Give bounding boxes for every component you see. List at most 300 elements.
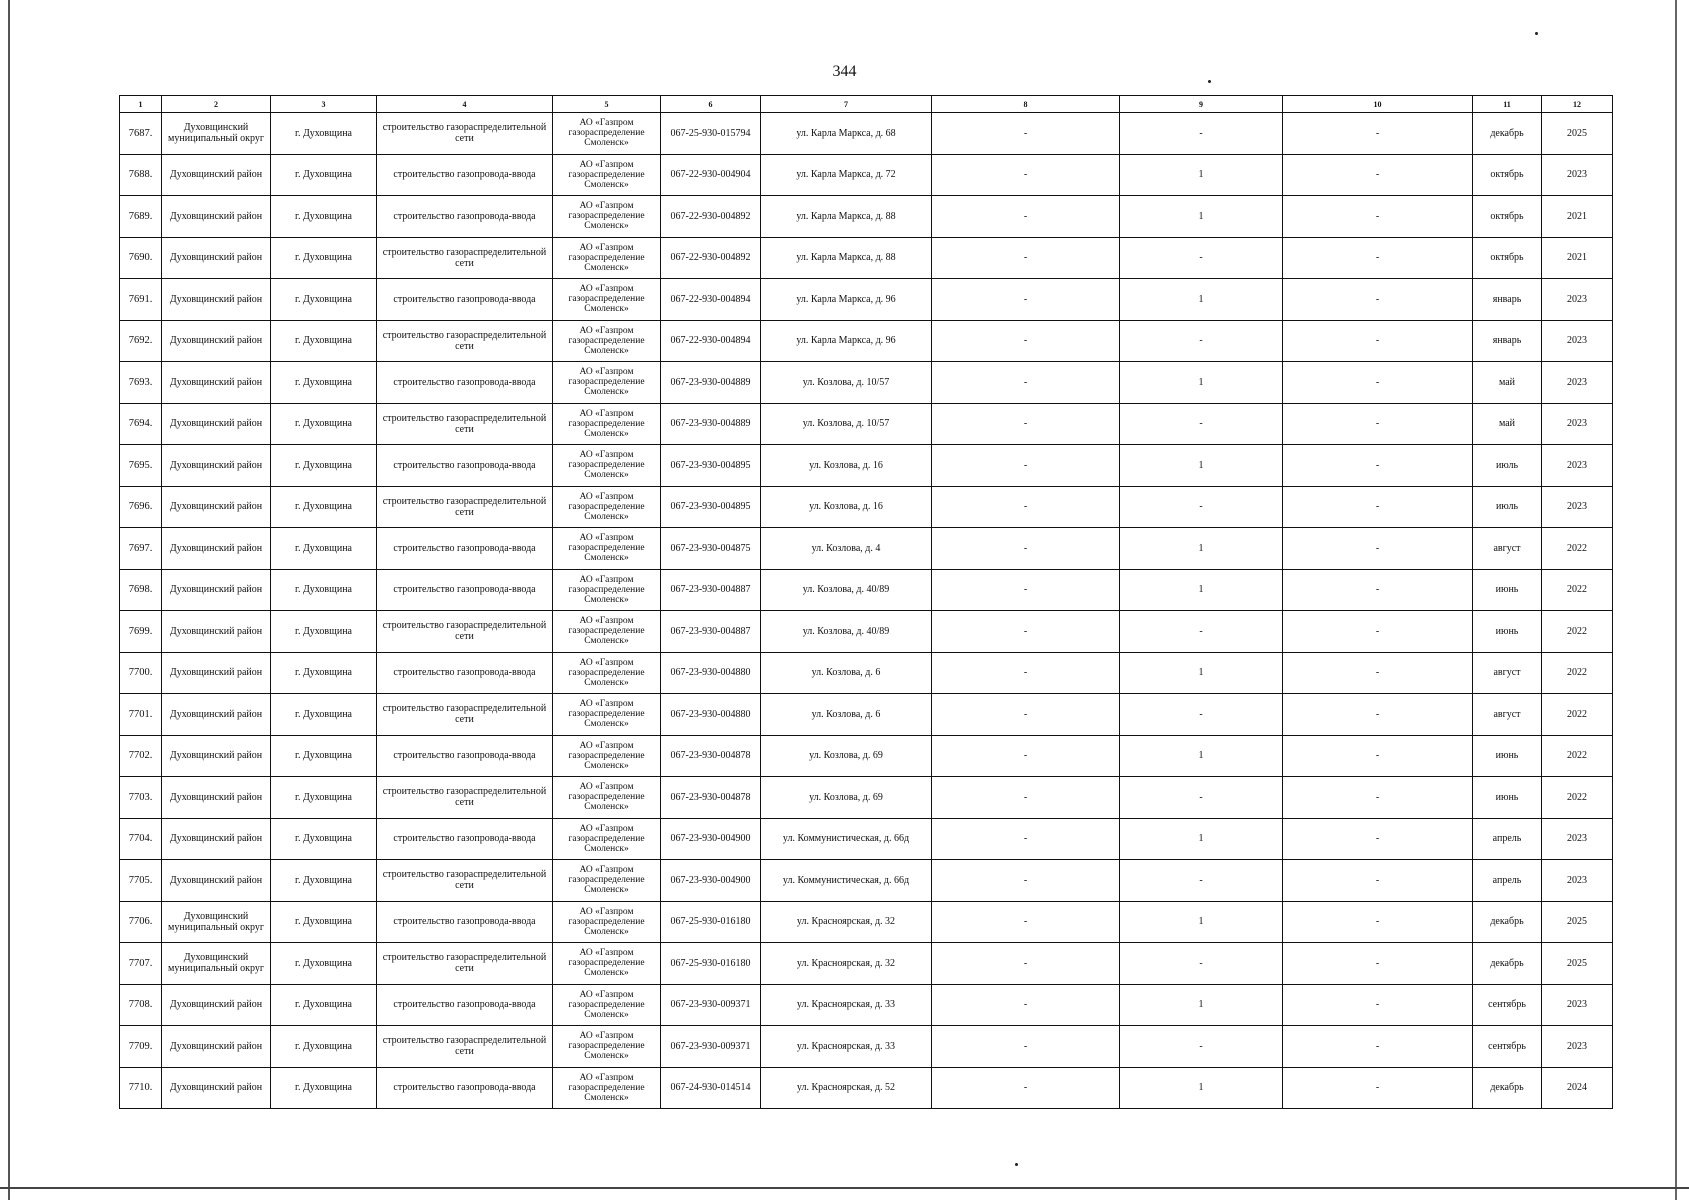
- table-row: [120, 901, 1613, 943]
- cell-index: 7705.: [120, 860, 162, 902]
- cell-col10: -: [1283, 1026, 1473, 1068]
- cell-operator: АО «Газпром газораспределение Смоленск»: [553, 569, 661, 611]
- cell-work-type: строительство газопровода-ввода: [377, 362, 553, 404]
- cell-work-type: строительство газопровода-ввода: [377, 984, 553, 1026]
- column-header: 2: [162, 96, 271, 113]
- cell-district: Духовщинский район: [162, 196, 271, 238]
- cell-address: ул. Красноярская, д. 33: [761, 1026, 932, 1068]
- cell-year: 2023: [1542, 154, 1613, 196]
- cell-work-type: строительство газораспределительной сети: [377, 486, 553, 528]
- column-header: 8: [932, 96, 1120, 113]
- cell-locality: г. Духовщина: [271, 694, 377, 736]
- cell-locality: г. Духовщина: [271, 528, 377, 570]
- cell-object-code: 067-23-930-004880: [661, 694, 761, 736]
- cell-object-code: 067-23-930-004889: [661, 362, 761, 404]
- cell-col9: -: [1120, 611, 1283, 653]
- cell-col8: -: [932, 860, 1120, 902]
- cell-address: ул. Козлова, д. 6: [761, 694, 932, 736]
- cell-month: июнь: [1473, 735, 1542, 777]
- cell-object-code: 067-23-930-004895: [661, 445, 761, 487]
- cell-object-code: 067-23-930-009371: [661, 984, 761, 1026]
- cell-address: ул. Карла Маркса, д. 96: [761, 279, 932, 321]
- table-row: [120, 320, 1613, 362]
- cell-district: Духовщинский район: [162, 403, 271, 445]
- cell-index: 7698.: [120, 569, 162, 611]
- cell-month: сентябрь: [1473, 984, 1542, 1026]
- cell-col8: -: [932, 196, 1120, 238]
- cell-operator: АО «Газпром газораспределение Смоленск»: [553, 486, 661, 528]
- cell-index: 7700.: [120, 652, 162, 694]
- cell-col9: 1: [1120, 528, 1283, 570]
- table-header-row: [120, 96, 1613, 113]
- cell-year: 2023: [1542, 1026, 1613, 1068]
- cell-locality: г. Духовщина: [271, 1067, 377, 1109]
- column-header: 6: [661, 96, 761, 113]
- cell-district: Духовщинский муниципальный округ: [162, 901, 271, 943]
- cell-object-code: 067-23-930-004900: [661, 860, 761, 902]
- cell-year: 2022: [1542, 735, 1613, 777]
- cell-object-code: 067-23-930-004875: [661, 528, 761, 570]
- cell-col8: -: [932, 362, 1120, 404]
- cell-col8: -: [932, 279, 1120, 321]
- cell-operator: АО «Газпром газораспределение Смоленск»: [553, 528, 661, 570]
- table-row: [120, 113, 1613, 155]
- table-row: [120, 362, 1613, 404]
- cell-col8: -: [932, 403, 1120, 445]
- cell-locality: г. Духовщина: [271, 196, 377, 238]
- cell-work-type: строительство газораспределительной сети: [377, 943, 553, 985]
- cell-operator: АО «Газпром газораспределение Смоленск»: [553, 362, 661, 404]
- cell-district: Духовщинский район: [162, 279, 271, 321]
- cell-operator: АО «Газпром газораспределение Смоленск»: [553, 984, 661, 1026]
- cell-month: декабрь: [1473, 943, 1542, 985]
- cell-object-code: 067-22-930-004894: [661, 320, 761, 362]
- cell-work-type: строительство газопровода-ввода: [377, 528, 553, 570]
- cell-year: 2023: [1542, 486, 1613, 528]
- cell-col9: 1: [1120, 735, 1283, 777]
- cell-locality: г. Духовщина: [271, 901, 377, 943]
- cell-index: 7708.: [120, 984, 162, 1026]
- cell-index: 7702.: [120, 735, 162, 777]
- cell-district: Духовщинский район: [162, 154, 271, 196]
- cell-locality: г. Духовщина: [271, 860, 377, 902]
- cell-col10: -: [1283, 984, 1473, 1026]
- cell-col9: -: [1120, 320, 1283, 362]
- cell-year: 2025: [1542, 943, 1613, 985]
- cell-district: Духовщинский район: [162, 486, 271, 528]
- cell-locality: г. Духовщина: [271, 320, 377, 362]
- cell-object-code: 067-23-930-004887: [661, 611, 761, 653]
- cell-index: 7701.: [120, 694, 162, 736]
- cell-year: 2022: [1542, 569, 1613, 611]
- cell-year: 2024: [1542, 1067, 1613, 1109]
- cell-col10: -: [1283, 652, 1473, 694]
- cell-year: 2023: [1542, 818, 1613, 860]
- cell-work-type: строительство газораспределительной сети: [377, 860, 553, 902]
- cell-month: август: [1473, 652, 1542, 694]
- cell-index: 7692.: [120, 320, 162, 362]
- column-header: 10: [1283, 96, 1473, 113]
- cell-index: 7710.: [120, 1067, 162, 1109]
- cell-address: ул. Карла Маркса, д. 72: [761, 154, 932, 196]
- cell-index: 7691.: [120, 279, 162, 321]
- cell-object-code: 067-22-930-004904: [661, 154, 761, 196]
- cell-operator: АО «Газпром газораспределение Смоленск»: [553, 320, 661, 362]
- cell-operator: АО «Газпром газораспределение Смоленск»: [553, 445, 661, 487]
- cell-operator: АО «Газпром газораспределение Смоленск»: [553, 279, 661, 321]
- table-body: [120, 113, 1613, 1109]
- cell-col8: -: [932, 777, 1120, 819]
- registry-table: [119, 95, 1613, 1109]
- table-row: [120, 1067, 1613, 1109]
- scan-speck: [1535, 32, 1538, 35]
- cell-locality: г. Духовщина: [271, 818, 377, 860]
- cell-col9: -: [1120, 860, 1283, 902]
- cell-year: 2025: [1542, 901, 1613, 943]
- table-row: [120, 279, 1613, 321]
- cell-col9: 1: [1120, 362, 1283, 404]
- cell-work-type: строительство газораспределительной сети: [377, 113, 553, 155]
- cell-col10: -: [1283, 694, 1473, 736]
- table-row: [120, 652, 1613, 694]
- cell-month: октябрь: [1473, 154, 1542, 196]
- cell-col9: 1: [1120, 569, 1283, 611]
- cell-address: ул. Карла Маркса, д. 88: [761, 237, 932, 279]
- cell-locality: г. Духовщина: [271, 735, 377, 777]
- cell-locality: г. Духовщина: [271, 984, 377, 1026]
- column-header: 5: [553, 96, 661, 113]
- cell-work-type: строительство газопровода-ввода: [377, 569, 553, 611]
- cell-address: ул. Карла Маркса, д. 96: [761, 320, 932, 362]
- cell-object-code: 067-23-930-004880: [661, 652, 761, 694]
- page-number: 344: [832, 63, 857, 80]
- cell-operator: АО «Газпром газораспределение Смоленск»: [553, 735, 661, 777]
- cell-operator: АО «Газпром газораспределение Смоленск»: [553, 777, 661, 819]
- cell-col9: 1: [1120, 196, 1283, 238]
- cell-year: 2023: [1542, 403, 1613, 445]
- table-row: [120, 860, 1613, 902]
- cell-index: 7690.: [120, 237, 162, 279]
- cell-operator: АО «Газпром газораспределение Смоленск»: [553, 1026, 661, 1068]
- cell-address: ул. Козлова, д. 40/89: [761, 611, 932, 653]
- cell-year: 2022: [1542, 694, 1613, 736]
- cell-address: ул. Красноярская, д. 33: [761, 984, 932, 1026]
- cell-col10: -: [1283, 154, 1473, 196]
- cell-index: 7699.: [120, 611, 162, 653]
- cell-col10: -: [1283, 1067, 1473, 1109]
- cell-col10: -: [1283, 237, 1473, 279]
- cell-work-type: строительство газораспределительной сети: [377, 611, 553, 653]
- cell-address: ул. Козлова, д. 69: [761, 735, 932, 777]
- cell-year: 2022: [1542, 611, 1613, 653]
- cell-col8: -: [932, 528, 1120, 570]
- cell-district: Духовщинский район: [162, 818, 271, 860]
- cell-object-code: 067-23-930-009371: [661, 1026, 761, 1068]
- cell-district: Духовщинский муниципальный округ: [162, 113, 271, 155]
- cell-address: ул. Карла Маркса, д. 88: [761, 196, 932, 238]
- cell-object-code: 067-23-930-004895: [661, 486, 761, 528]
- cell-month: сентябрь: [1473, 1026, 1542, 1068]
- cell-district: Духовщинский район: [162, 528, 271, 570]
- cell-month: декабрь: [1473, 113, 1542, 155]
- cell-year: 2021: [1542, 237, 1613, 279]
- cell-col9: -: [1120, 237, 1283, 279]
- cell-object-code: 067-25-930-016180: [661, 943, 761, 985]
- cell-district: Духовщинский район: [162, 652, 271, 694]
- cell-locality: г. Духовщина: [271, 777, 377, 819]
- table-row: [120, 984, 1613, 1026]
- cell-col10: -: [1283, 818, 1473, 860]
- cell-district: Духовщинский район: [162, 611, 271, 653]
- cell-col8: -: [932, 818, 1120, 860]
- cell-col8: -: [932, 652, 1120, 694]
- cell-district: Духовщинский район: [162, 777, 271, 819]
- cell-month: октябрь: [1473, 237, 1542, 279]
- cell-year: 2023: [1542, 445, 1613, 487]
- cell-index: 7689.: [120, 196, 162, 238]
- column-header: 7: [761, 96, 932, 113]
- cell-month: июнь: [1473, 611, 1542, 653]
- cell-index: 7697.: [120, 528, 162, 570]
- cell-month: декабрь: [1473, 1067, 1542, 1109]
- cell-col9: 1: [1120, 1067, 1283, 1109]
- cell-year: 2023: [1542, 984, 1613, 1026]
- cell-year: 2022: [1542, 652, 1613, 694]
- cell-index: 7703.: [120, 777, 162, 819]
- cell-object-code: 067-24-930-014514: [661, 1067, 761, 1109]
- cell-district: Духовщинский район: [162, 735, 271, 777]
- cell-address: ул. Козлова, д. 40/89: [761, 569, 932, 611]
- scan-edge-right: [1675, 0, 1677, 1200]
- table-row: [120, 445, 1613, 487]
- cell-operator: АО «Газпром газораспределение Смоленск»: [553, 154, 661, 196]
- cell-col10: -: [1283, 320, 1473, 362]
- cell-object-code: 067-25-930-015794: [661, 113, 761, 155]
- cell-month: октябрь: [1473, 196, 1542, 238]
- cell-locality: г. Духовщина: [271, 652, 377, 694]
- cell-district: Духовщинский район: [162, 569, 271, 611]
- cell-operator: АО «Газпром газораспределение Смоленск»: [553, 860, 661, 902]
- cell-operator: АО «Газпром газораспределение Смоленск»: [553, 611, 661, 653]
- cell-index: 7694.: [120, 403, 162, 445]
- cell-district: Духовщинский район: [162, 1026, 271, 1068]
- cell-address: ул. Карла Маркса, д. 68: [761, 113, 932, 155]
- cell-index: 7707.: [120, 943, 162, 985]
- cell-month: август: [1473, 528, 1542, 570]
- cell-col9: -: [1120, 486, 1283, 528]
- cell-work-type: строительство газопровода-ввода: [377, 445, 553, 487]
- cell-operator: АО «Газпром газораспределение Смоленск»: [553, 403, 661, 445]
- cell-col9: -: [1120, 777, 1283, 819]
- cell-district: Духовщинский район: [162, 1067, 271, 1109]
- cell-col8: -: [932, 113, 1120, 155]
- cell-work-type: строительство газораспределительной сети: [377, 320, 553, 362]
- cell-work-type: строительство газораспределительной сети: [377, 1026, 553, 1068]
- cell-col9: 1: [1120, 901, 1283, 943]
- cell-col10: -: [1283, 860, 1473, 902]
- cell-locality: г. Духовщина: [271, 279, 377, 321]
- cell-col8: -: [932, 569, 1120, 611]
- cell-month: декабрь: [1473, 901, 1542, 943]
- cell-locality: г. Духовщина: [271, 362, 377, 404]
- cell-col8: -: [932, 320, 1120, 362]
- cell-col8: -: [932, 1067, 1120, 1109]
- cell-month: июнь: [1473, 569, 1542, 611]
- cell-address: ул. Козлова, д. 16: [761, 486, 932, 528]
- cell-district: Духовщинский район: [162, 320, 271, 362]
- cell-operator: АО «Газпром газораспределение Смоленск»: [553, 818, 661, 860]
- scan-edge-bottom: [0, 1187, 1689, 1189]
- cell-locality: г. Духовщина: [271, 237, 377, 279]
- table-row: [120, 943, 1613, 985]
- cell-year: 2023: [1542, 362, 1613, 404]
- cell-work-type: строительство газопровода-ввода: [377, 652, 553, 694]
- scan-edge-left: [8, 0, 10, 1200]
- table-row: [120, 237, 1613, 279]
- cell-year: 2021: [1542, 196, 1613, 238]
- cell-year: 2022: [1542, 528, 1613, 570]
- column-header: 3: [271, 96, 377, 113]
- cell-col8: -: [932, 1026, 1120, 1068]
- table-row: [120, 486, 1613, 528]
- table-row: [120, 818, 1613, 860]
- cell-district: Духовщинский район: [162, 860, 271, 902]
- cell-object-code: 067-22-930-004894: [661, 279, 761, 321]
- cell-col8: -: [932, 694, 1120, 736]
- cell-locality: г. Духовщина: [271, 113, 377, 155]
- cell-operator: АО «Газпром газораспределение Смоленск»: [553, 652, 661, 694]
- cell-col10: -: [1283, 901, 1473, 943]
- cell-month: июнь: [1473, 777, 1542, 819]
- cell-col9: -: [1120, 1026, 1283, 1068]
- cell-operator: АО «Газпром газораспределение Смоленск»: [553, 694, 661, 736]
- cell-col10: -: [1283, 735, 1473, 777]
- cell-object-code: 067-23-930-004878: [661, 735, 761, 777]
- cell-col10: -: [1283, 777, 1473, 819]
- cell-district: Духовщинский район: [162, 694, 271, 736]
- table-row: [120, 528, 1613, 570]
- cell-month: август: [1473, 694, 1542, 736]
- cell-object-code: 067-23-930-004889: [661, 403, 761, 445]
- table-row: [120, 154, 1613, 196]
- cell-col10: -: [1283, 403, 1473, 445]
- cell-col8: -: [932, 486, 1120, 528]
- cell-work-type: строительство газопровода-ввода: [377, 196, 553, 238]
- cell-address: ул. Козлова, д. 4: [761, 528, 932, 570]
- cell-col9: -: [1120, 403, 1283, 445]
- cell-work-type: строительство газопровода-ввода: [377, 1067, 553, 1109]
- cell-col10: -: [1283, 196, 1473, 238]
- cell-locality: г. Духовщина: [271, 569, 377, 611]
- cell-locality: г. Духовщина: [271, 611, 377, 653]
- cell-col9: -: [1120, 113, 1283, 155]
- cell-col10: -: [1283, 611, 1473, 653]
- cell-year: 2023: [1542, 320, 1613, 362]
- cell-col8: -: [932, 611, 1120, 653]
- cell-object-code: 067-22-930-004892: [661, 237, 761, 279]
- cell-district: Духовщинский район: [162, 984, 271, 1026]
- cell-locality: г. Духовщина: [271, 943, 377, 985]
- cell-address: ул. Козлова, д. 10/57: [761, 403, 932, 445]
- cell-object-code: 067-25-930-016180: [661, 901, 761, 943]
- cell-address: ул. Красноярская, д. 32: [761, 901, 932, 943]
- cell-col9: 1: [1120, 818, 1283, 860]
- table-row: [120, 735, 1613, 777]
- cell-col9: 1: [1120, 652, 1283, 694]
- cell-year: 2023: [1542, 860, 1613, 902]
- cell-month: январь: [1473, 320, 1542, 362]
- column-header: 1: [120, 96, 162, 113]
- cell-operator: АО «Газпром газораспределение Смоленск»: [553, 237, 661, 279]
- cell-operator: АО «Газпром газораспределение Смоленск»: [553, 943, 661, 985]
- cell-object-code: 067-22-930-004892: [661, 196, 761, 238]
- cell-col9: 1: [1120, 445, 1283, 487]
- cell-col8: -: [932, 154, 1120, 196]
- cell-index: 7706.: [120, 901, 162, 943]
- cell-month: июль: [1473, 486, 1542, 528]
- table-row: [120, 694, 1613, 736]
- cell-col8: -: [932, 237, 1120, 279]
- cell-index: 7693.: [120, 362, 162, 404]
- table-row: [120, 403, 1613, 445]
- cell-col10: -: [1283, 113, 1473, 155]
- cell-month: январь: [1473, 279, 1542, 321]
- cell-col10: -: [1283, 943, 1473, 985]
- cell-district: Духовщинский район: [162, 445, 271, 487]
- cell-index: 7704.: [120, 818, 162, 860]
- table-row: [120, 196, 1613, 238]
- cell-month: апрель: [1473, 860, 1542, 902]
- column-header: 4: [377, 96, 553, 113]
- cell-work-type: строительство газораспределительной сети: [377, 694, 553, 736]
- cell-operator: АО «Газпром газораспределение Смоленск»: [553, 196, 661, 238]
- cell-year: 2025: [1542, 113, 1613, 155]
- cell-work-type: строительство газопровода-ввода: [377, 279, 553, 321]
- scan-speck: [1015, 1163, 1018, 1166]
- cell-address: ул. Коммунистическая, д. 66д: [761, 818, 932, 860]
- cell-locality: г. Духовщина: [271, 154, 377, 196]
- cell-work-type: строительство газопровода-ввода: [377, 818, 553, 860]
- cell-col10: -: [1283, 362, 1473, 404]
- column-header: 11: [1473, 96, 1542, 113]
- cell-index: 7687.: [120, 113, 162, 155]
- table-row: [120, 569, 1613, 611]
- cell-work-type: строительство газораспределительной сети: [377, 777, 553, 819]
- cell-district: Духовщинский район: [162, 237, 271, 279]
- cell-col9: 1: [1120, 154, 1283, 196]
- cell-operator: АО «Газпром газораспределение Смоленск»: [553, 113, 661, 155]
- cell-address: ул. Коммунистическая, д. 66д: [761, 860, 932, 902]
- cell-address: ул. Козлова, д. 10/57: [761, 362, 932, 404]
- cell-locality: г. Духовщина: [271, 445, 377, 487]
- cell-address: ул. Красноярская, д. 32: [761, 943, 932, 985]
- cell-index: 7709.: [120, 1026, 162, 1068]
- cell-month: июль: [1473, 445, 1542, 487]
- cell-col9: -: [1120, 694, 1283, 736]
- cell-address: ул. Козлова, д. 69: [761, 777, 932, 819]
- cell-address: ул. Красноярская, д. 52: [761, 1067, 932, 1109]
- cell-year: 2023: [1542, 279, 1613, 321]
- cell-col8: -: [932, 984, 1120, 1026]
- cell-address: ул. Козлова, д. 6: [761, 652, 932, 694]
- cell-object-code: 067-23-930-004887: [661, 569, 761, 611]
- table-row: [120, 777, 1613, 819]
- cell-operator: АО «Газпром газораспределение Смоленск»: [553, 1067, 661, 1109]
- table-row: [120, 1026, 1613, 1068]
- cell-locality: г. Духовщина: [271, 1026, 377, 1068]
- cell-index: 7688.: [120, 154, 162, 196]
- cell-month: май: [1473, 403, 1542, 445]
